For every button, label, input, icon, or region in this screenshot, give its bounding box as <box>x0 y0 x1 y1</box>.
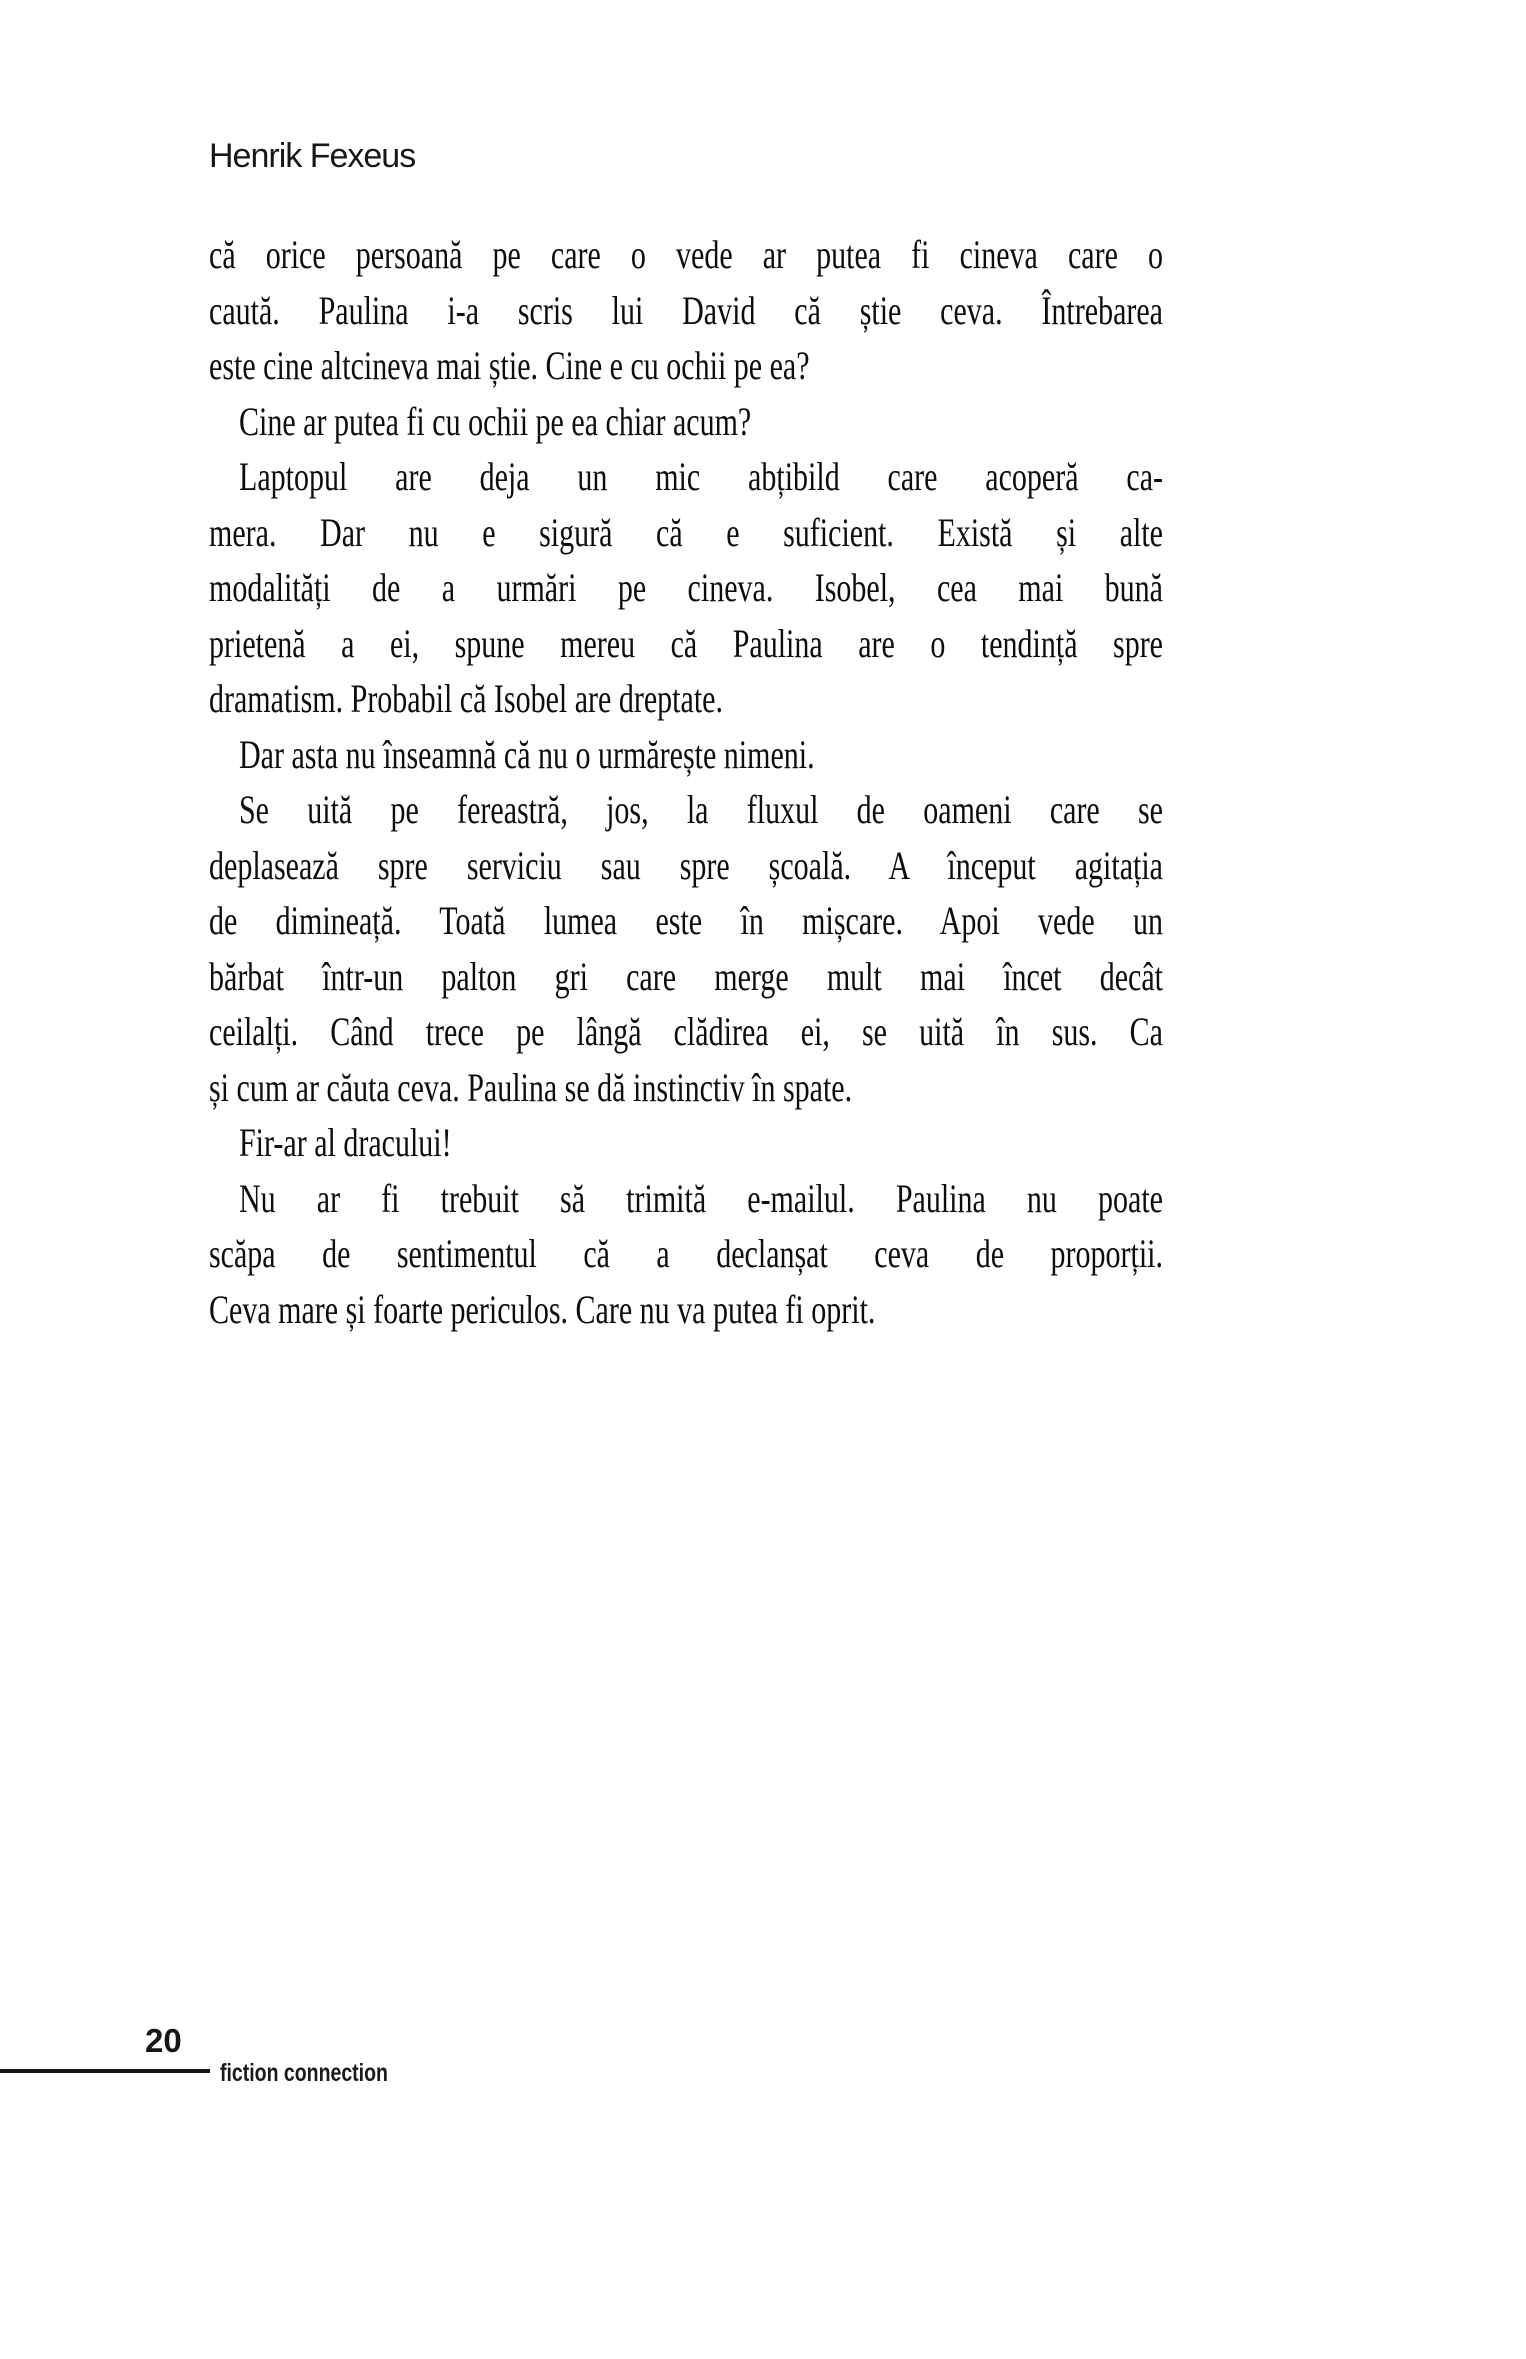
text-line: Se uită pe fereastră, jos, la fluxul de oameni care se <box>239 787 1163 832</box>
text-line: deplasează spre serviciu sau spre școală. A început agitația <box>209 842 1163 888</box>
text-line: este cine altcineva mai știe. Cine e cu ochii pe ea? <box>209 343 810 388</box>
body-text <box>209 227 1163 1337</box>
text-line: că orice persoană pe care o vede ar putea fi cineva care o <box>209 232 1163 277</box>
text-line: Dar asta nu înseamnă că nu o urmărește nimeni. <box>239 731 815 777</box>
footer-rule <box>0 2069 210 2073</box>
text-line: Laptopul are deja un mic abțibild care acoperă ca- <box>239 454 1163 499</box>
text-line: bărbat într-un palton gri care merge mult mai încet decât <box>209 953 1163 999</box>
text-line: ceilalți. Când trece pe lângă clădirea ei, se uită în sus. Ca <box>209 1009 1163 1054</box>
text-line: de dimineață. Toată lumea este în mișcare. Apoi vede un <box>209 898 1163 943</box>
text-line: modalități de a urmări pe cineva. Isobel, cea mai bună <box>209 565 1163 610</box>
text-line: caută. Paulina i-a scris lui David că știe ceva. Întrebarea <box>209 287 1163 333</box>
text-line: Ceva mare și foarte periculos. Care nu va putea fi oprit. <box>209 1286 876 1332</box>
text-line: Cine ar putea fi cu ochii pe ea chiar acum? <box>239 398 752 444</box>
text-line: dramatism. Probabil că Isobel are dreptate. <box>209 676 723 721</box>
text-line: scăpa de sentimentul că a declanșat ceva de proporții. <box>209 1231 1163 1276</box>
imprint-label: fiction connection <box>220 2059 388 2087</box>
text-line: prietenă a ei, spune mereu că Paulina are o tendință spre <box>209 620 1163 666</box>
page-number: 20 <box>145 2022 182 2059</box>
text-line: mera. Dar nu e sigură că e suficient. Există și alte <box>209 509 1163 555</box>
text-line: Fir-ar al dracului! <box>239 1120 452 1165</box>
text-line: și cum ar căuta ceva. Paulina se dă instinctiv în spate. <box>209 1064 853 1110</box>
text-line: Nu ar fi trebuit să trimită e-mailul. Paulina nu poate <box>239 1175 1163 1221</box>
running-header-author: Henrik Fexeus <box>209 137 416 175</box>
